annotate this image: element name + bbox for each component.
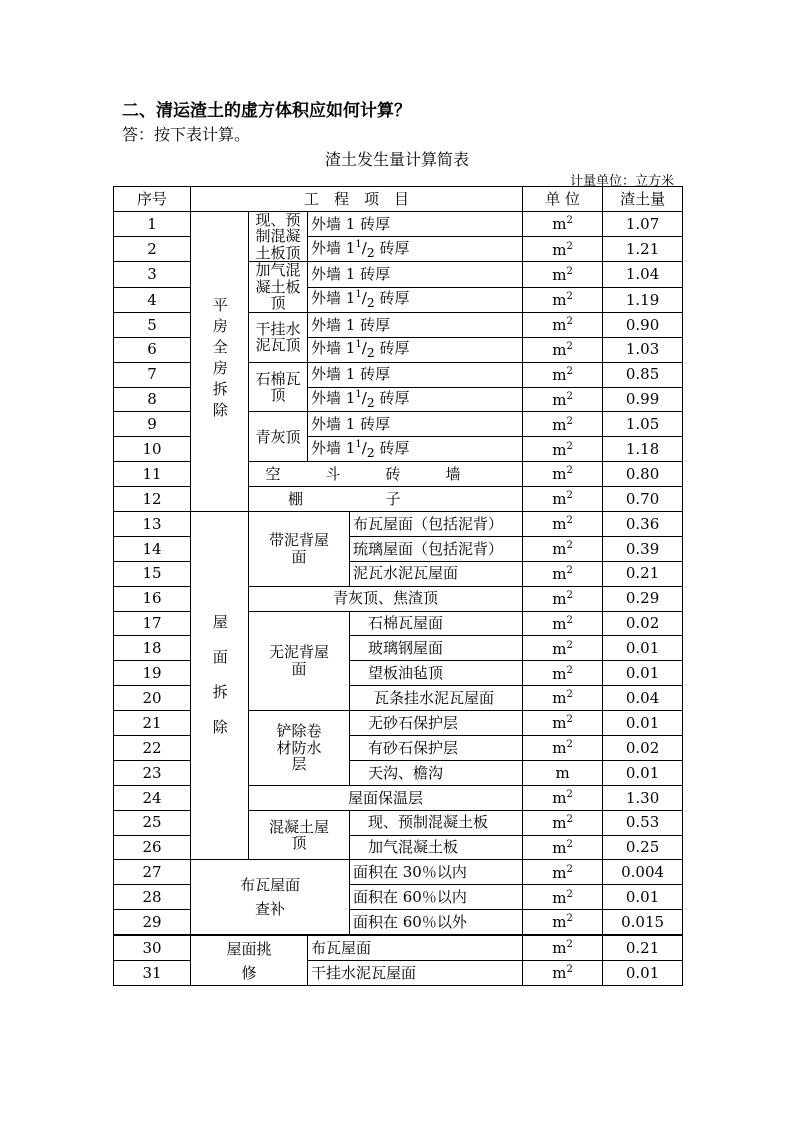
unit-base: m: [552, 863, 567, 882]
unit-superscript: 2: [566, 664, 573, 676]
unit-superscript: 2: [566, 265, 573, 277]
unit-cell: [523, 211, 603, 236]
amount-cell: 0.01: [603, 661, 683, 686]
amount-cell: 1.21: [603, 237, 683, 262]
amount-cell: 0.21: [603, 935, 683, 960]
unit-base: m: [552, 291, 567, 310]
unit-cell: [523, 961, 603, 986]
row-no: 31: [114, 961, 191, 986]
unit-cell: [523, 362, 603, 387]
amount-cell: 0.01: [603, 636, 683, 661]
answer-text: 答：按下表计算。: [122, 125, 251, 144]
subgroup-label: 铲除卷材防水层: [249, 711, 350, 786]
header-project: 工 程 项 目: [191, 187, 523, 212]
unit-superscript: 2: [566, 291, 573, 303]
row-no: 19: [114, 661, 191, 686]
row-no: 6: [114, 337, 191, 362]
item-label: 望板油毡顶: [350, 661, 523, 686]
unit-superscript: 2: [566, 589, 573, 601]
row-no: 10: [114, 437, 191, 462]
amount-cell: 1.30: [603, 785, 683, 810]
unit-superscript: 2: [566, 316, 573, 328]
unit-base: m: [552, 888, 567, 907]
row-no: 22: [114, 736, 191, 761]
unit-cell: [523, 262, 603, 287]
unit-cell: [523, 611, 603, 636]
unit-cell: [523, 337, 603, 362]
group-label: 屋面挑修: [191, 935, 308, 985]
item-label: 布瓦屋面: [308, 935, 523, 960]
item-label: 面积在 30％以内: [350, 860, 523, 885]
unit-cell: [523, 237, 603, 262]
amount-cell: 0.25: [603, 835, 683, 860]
unit-superscript: 2: [566, 614, 573, 626]
amount-cell: 0.90: [603, 312, 683, 337]
row-no: 24: [114, 785, 191, 810]
subgroup-label: 无泥背屋面: [249, 611, 350, 711]
unit-base: m: [552, 689, 567, 708]
unit-base: m: [552, 913, 567, 932]
item-label: 外墙 $1^1/_2$ 砖厚: [308, 437, 523, 462]
table-header-row: [114, 187, 683, 212]
unit-cell: [523, 586, 603, 611]
row-no: 9: [114, 412, 191, 437]
row-no: 29: [114, 910, 191, 935]
table-title: 渣土发生量计算简表: [324, 150, 469, 169]
unit-cell: [523, 835, 603, 860]
unit-cell: [523, 412, 603, 437]
section-heading: 二、清运渣土的虚方体积应如何计算？: [122, 101, 411, 121]
unit-base: m: [552, 964, 567, 983]
unit-cell: [523, 711, 603, 736]
group-label: 平房全房拆除: [191, 211, 249, 511]
table-row: [114, 211, 683, 236]
unit-cell: [523, 885, 603, 910]
unit-cell: [523, 561, 603, 586]
unit-superscript: 2: [566, 863, 573, 875]
subgroup-label: 石棉瓦顶: [249, 362, 308, 412]
unit-cell: [523, 462, 603, 487]
unit-cell: m: [523, 760, 603, 785]
unit-cell: [523, 387, 603, 412]
amount-cell: 0.85: [603, 362, 683, 387]
unit-cell: [523, 636, 603, 661]
unit-superscript: 2: [566, 813, 573, 825]
unit-base: m: [552, 440, 567, 459]
item-label: 外墙 1 砖厚: [308, 312, 523, 337]
row-no: 7: [114, 362, 191, 387]
group-label: 屋面拆除: [191, 512, 249, 860]
item-label: 棚子: [249, 487, 523, 512]
amount-cell: 0.21: [603, 561, 683, 586]
unit-cell: [523, 860, 603, 885]
unit-cell: [523, 661, 603, 686]
unit-superscript: 2: [566, 540, 573, 552]
unit-base: m: [552, 340, 567, 359]
subgroup-label: 加气混凝土板顶: [249, 262, 308, 313]
unit-base: m: [552, 515, 567, 534]
unit-superscript: 2: [566, 490, 573, 502]
unit-base: m: [552, 490, 567, 509]
unit-superscript: 2: [566, 838, 573, 850]
group-label: 布瓦屋面查补: [191, 860, 350, 935]
amount-cell: 0.02: [603, 736, 683, 761]
item-label: 空斗砖墙: [249, 462, 523, 487]
unit-superscript: 2: [566, 789, 573, 800]
subgroup-label: 青灰顶: [249, 412, 308, 462]
row-no: 2: [114, 237, 191, 262]
unit-superscript: 2: [566, 964, 573, 976]
amount-cell: 0.02: [603, 611, 683, 636]
row-no: 5: [114, 312, 191, 337]
unit-base: m: [552, 215, 567, 234]
row-no: 13: [114, 512, 191, 537]
unit-base: m: [552, 589, 567, 608]
subgroup-label: 现、预制混凝土板顶: [249, 211, 308, 262]
row-no: 12: [114, 487, 191, 512]
unit-base: m: [552, 240, 567, 259]
row-no: 11: [114, 462, 191, 487]
amount-cell: 0.01: [603, 711, 683, 736]
item-label: 屋面保温层: [249, 785, 523, 810]
amount-cell: 0.29: [603, 586, 683, 611]
item-label: 现、预制混凝土板: [350, 810, 523, 835]
amount-cell: 1.19: [603, 287, 683, 312]
row-no: 8: [114, 387, 191, 412]
item-label: 青灰顶、焦渣顶: [249, 586, 523, 611]
unit-base: m: [552, 664, 567, 683]
amount-cell: 0.70: [603, 487, 683, 512]
row-no: 16: [114, 586, 191, 611]
header-unit: 单 位: [523, 187, 603, 212]
amount-cell: 0.53: [603, 810, 683, 835]
row-no: 3: [114, 262, 191, 287]
amount-cell: 0.01: [603, 760, 683, 785]
item-label: 外墙 $1^1/_2$ 砖厚: [308, 387, 523, 412]
item-label: 面积在 60％以内: [350, 885, 523, 910]
item-label: 外墙 $1^1/_2$ 砖厚: [308, 287, 523, 312]
unit-base: m: [552, 316, 567, 335]
amount-cell: 1.03: [603, 337, 683, 362]
unit-base: m: [552, 614, 567, 633]
unit-superscript: 2: [566, 689, 573, 701]
header-amount: 渣土量: [603, 187, 683, 212]
row-no: 4: [114, 287, 191, 312]
item-label: 瓦条挂水泥瓦屋面: [350, 686, 523, 711]
row-no: 23: [114, 760, 191, 785]
unit-superscript: 2: [566, 465, 573, 477]
unit-cell: [523, 312, 603, 337]
item-label: 石棉瓦屋面: [350, 611, 523, 636]
unit-cell: [523, 512, 603, 537]
amount-cell: 0.99: [603, 387, 683, 412]
unit-cell: [523, 935, 603, 960]
subgroup-label: 混凝土屋顶: [249, 810, 350, 860]
amount-cell: 0.01: [603, 885, 683, 910]
unit-superscript: 2: [566, 939, 573, 951]
unit-superscript: 2: [566, 515, 573, 527]
item-label: 无砂石保护层: [350, 711, 523, 736]
unit-superscript: 2: [566, 639, 573, 651]
amount-cell: 1.18: [603, 437, 683, 462]
unit-superscript: 2: [566, 564, 573, 576]
unit-cell: [523, 810, 603, 835]
amount-cell: 1.05: [603, 412, 683, 437]
amount-cell: 0.01: [603, 961, 683, 986]
subgroup-label: 干挂水泥瓦顶: [249, 312, 308, 362]
row-no: 17: [114, 611, 191, 636]
unit-superscript: 2: [566, 888, 573, 900]
unit-base: m: [552, 813, 567, 832]
unit-superscript: 2: [566, 215, 573, 227]
unit-base: m: [552, 365, 567, 384]
item-label: 琉璃屋面（包括泥背）: [350, 536, 523, 561]
row-no: 21: [114, 711, 191, 736]
item-label: 布瓦屋面（包括泥背）: [350, 512, 523, 537]
row-no: 26: [114, 835, 191, 860]
item-label: 玻璃钢屋面: [350, 636, 523, 661]
unit-base: m: [552, 415, 567, 434]
item-label: 干挂水泥瓦屋面: [308, 961, 523, 986]
item-label: 泥瓦水泥瓦屋面: [350, 561, 523, 586]
unit-base: m: [552, 639, 567, 658]
item-label: 外墙 $1^1/_2$ 砖厚: [308, 337, 523, 362]
row-no: 15: [114, 561, 191, 586]
item-label: 外墙 1 砖厚: [308, 211, 523, 236]
unit-base: m: [552, 540, 567, 559]
row-no: 18: [114, 636, 191, 661]
unit-base: m: [552, 838, 567, 857]
unit-base: m: [552, 564, 567, 583]
item-label: 天沟、檐沟: [350, 760, 523, 785]
unit-note: 计量单位：立方米: [569, 174, 674, 189]
unit-cell: [523, 785, 603, 810]
row-no: 1: [114, 211, 191, 236]
subgroup-label: 带泥背屋面: [249, 512, 350, 587]
row-no: 28: [114, 885, 191, 910]
table-row: [114, 512, 683, 537]
unit-superscript: 2: [566, 240, 573, 252]
table-row: [114, 935, 683, 960]
unit-superscript: 2: [566, 913, 573, 925]
table-row: [114, 860, 683, 885]
unit-base: m: [552, 714, 567, 733]
row-no: 25: [114, 810, 191, 835]
unit-cell: [523, 437, 603, 462]
item-label: 外墙 1 砖厚: [308, 412, 523, 437]
unit-cell: [523, 736, 603, 761]
unit-superscript: 2: [566, 390, 573, 402]
unit-base: m: [552, 939, 567, 958]
unit-superscript: 2: [566, 440, 573, 452]
unit-cell: [523, 287, 603, 312]
unit-superscript: 2: [566, 739, 573, 751]
item-label: 面积在 60％以外: [350, 910, 523, 935]
row-no: 14: [114, 536, 191, 561]
amount-cell: 0.80: [603, 462, 683, 487]
row-no: 27: [114, 860, 191, 885]
amount-cell: 0.04: [603, 686, 683, 711]
amount-cell: 0.015: [603, 910, 683, 935]
unit-cell: [523, 686, 603, 711]
amount-cell: 0.36: [603, 512, 683, 537]
amount-cell: 0.004: [603, 860, 683, 885]
header-seq: 序号: [114, 187, 191, 212]
unit-base: m: [552, 390, 567, 409]
muck-volume-table: [113, 186, 683, 986]
unit-cell: [523, 536, 603, 561]
unit-cell: [523, 910, 603, 935]
unit-base: m: [552, 789, 567, 807]
item-label: 外墙 $1^1/_2$ 砖厚: [308, 237, 523, 262]
amount-cell: 1.04: [603, 262, 683, 287]
unit-superscript: 2: [566, 415, 573, 427]
amount-cell: 1.07: [603, 211, 683, 236]
item-label: 加气混凝土板: [350, 835, 523, 860]
unit-superscript: 2: [566, 340, 573, 352]
amount-cell: 0.39: [603, 536, 683, 561]
unit-base: m: [552, 265, 567, 284]
item-label: 外墙 1 砖厚: [308, 362, 523, 387]
item-label: 有砂石保护层: [350, 736, 523, 761]
unit-superscript: 2: [566, 714, 573, 726]
unit-cell: [523, 487, 603, 512]
unit-superscript: 2: [566, 365, 573, 377]
item-label: 外墙 1 砖厚: [308, 262, 523, 287]
row-no: 30: [114, 935, 191, 960]
unit-base: m: [552, 465, 567, 484]
unit-base: m: [552, 739, 567, 758]
row-no: 20: [114, 686, 191, 711]
